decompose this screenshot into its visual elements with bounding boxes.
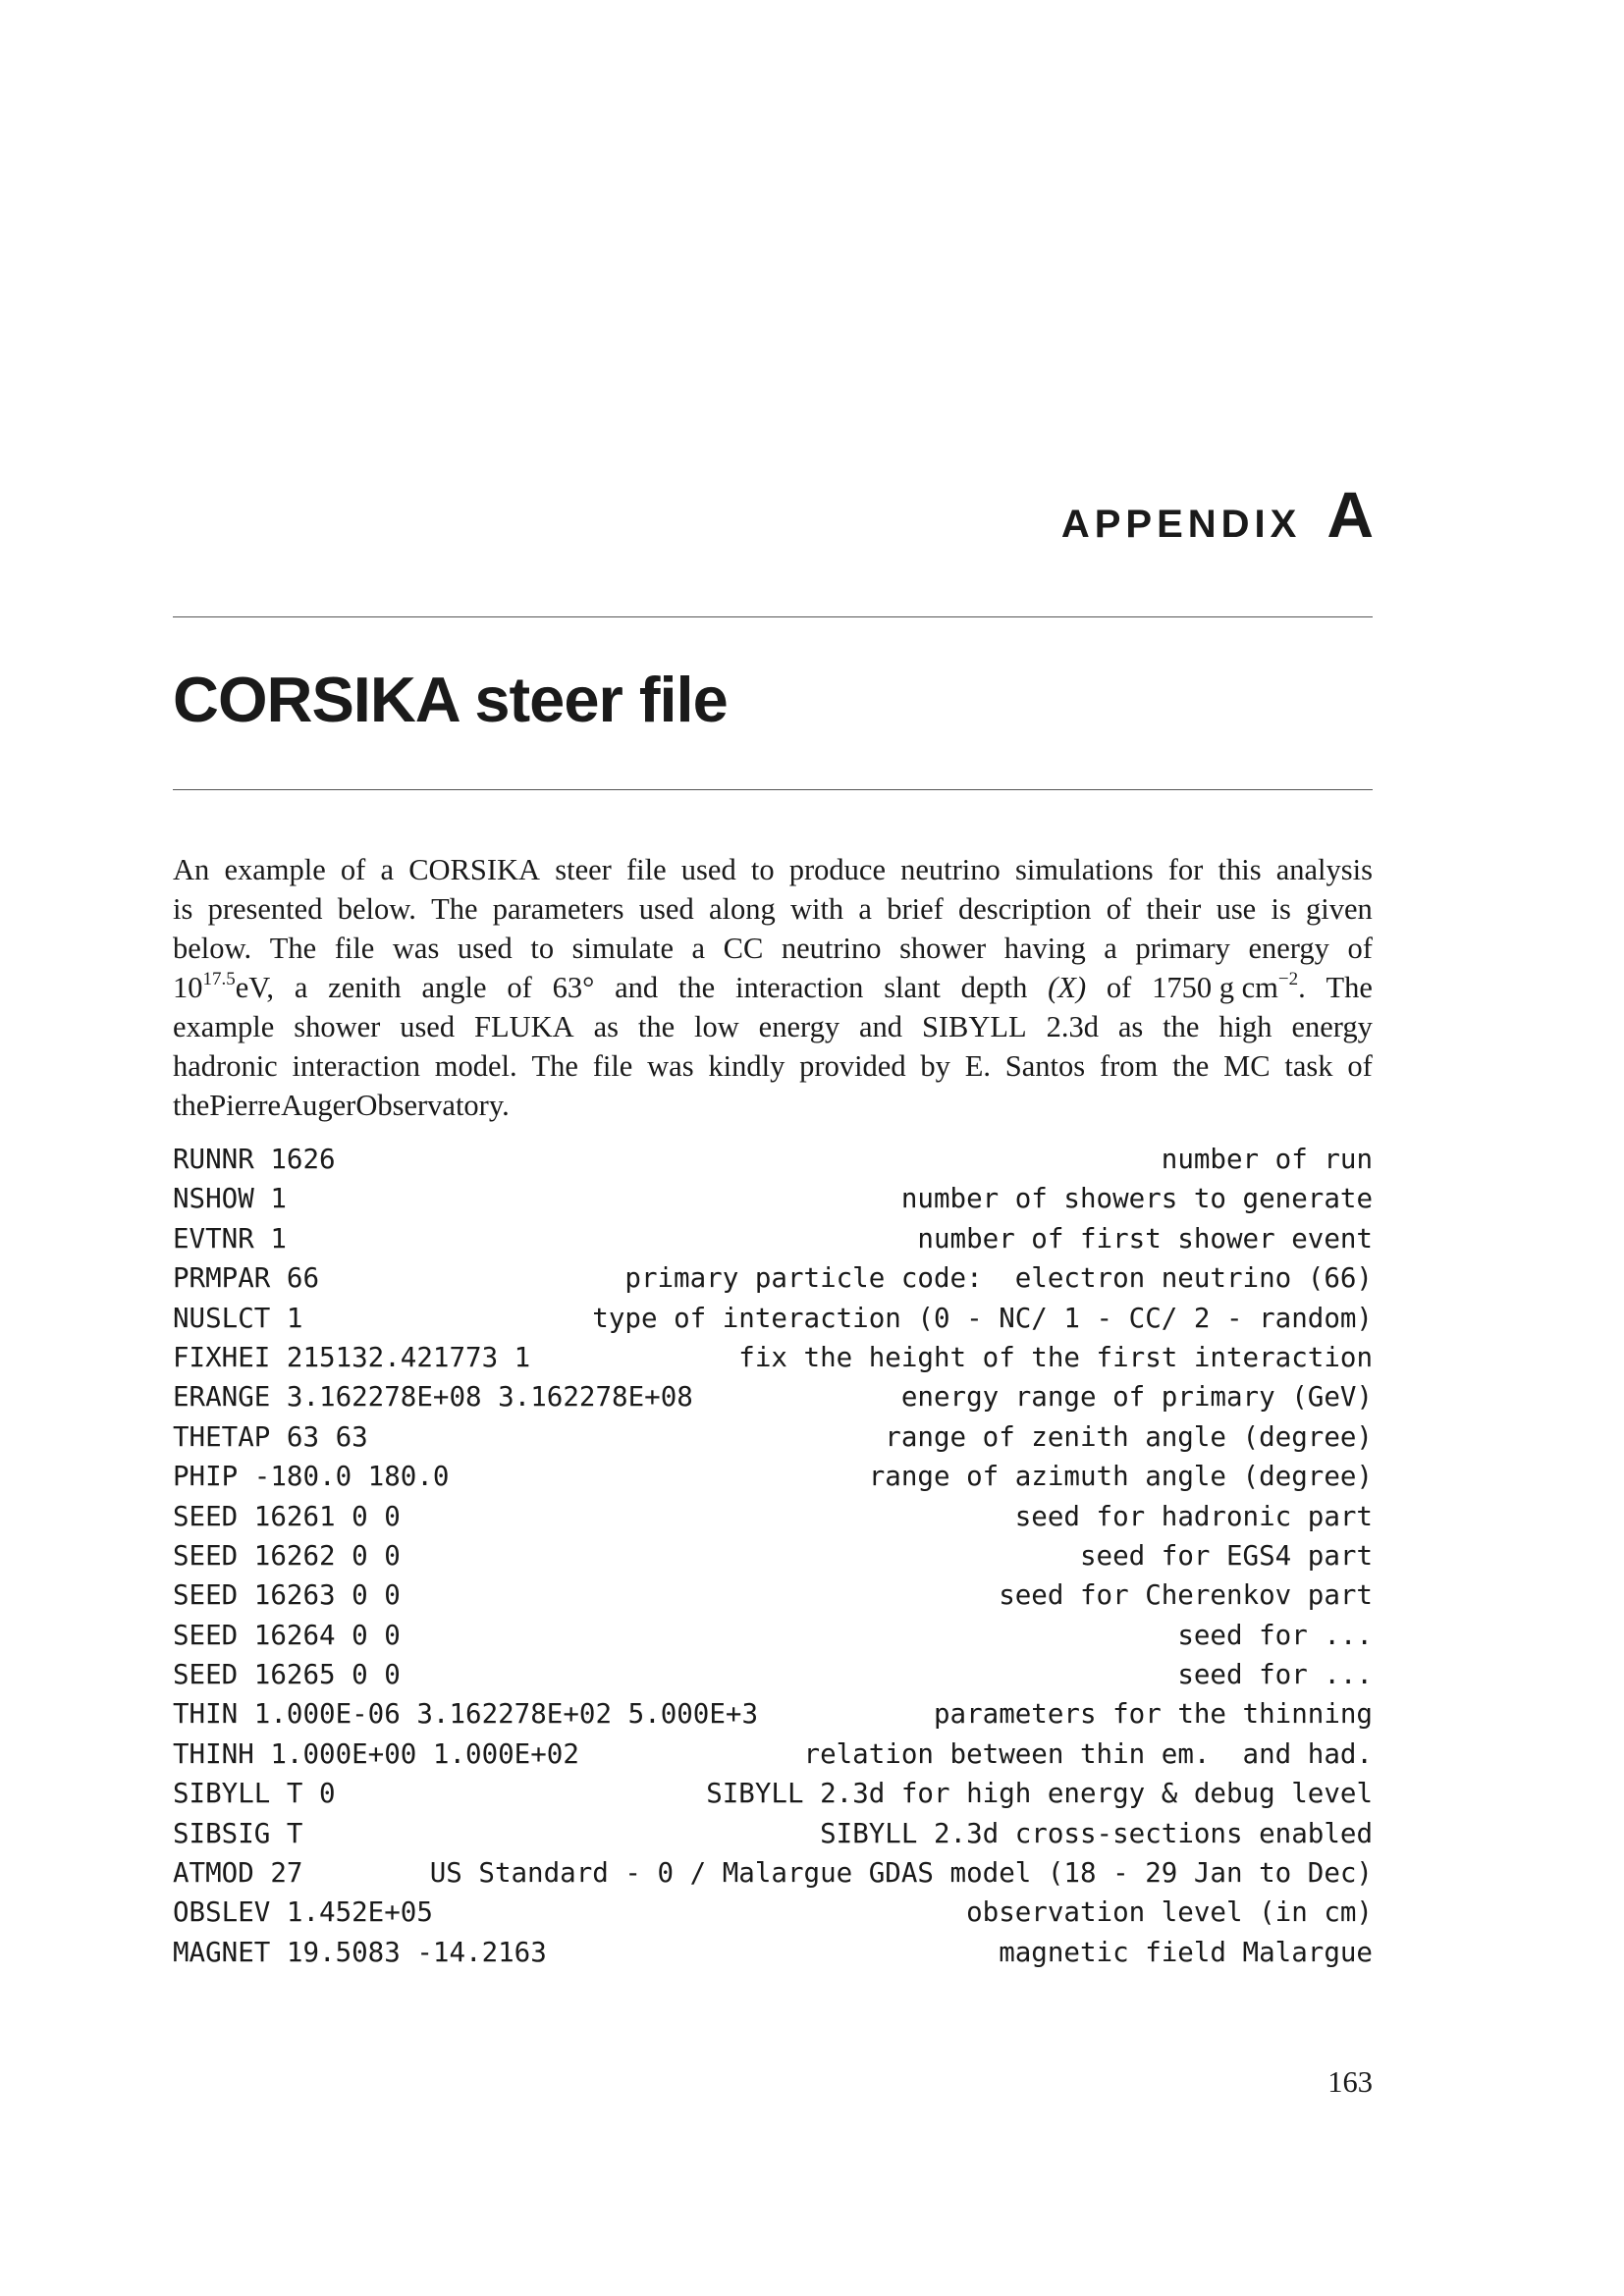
steer-row (173, 1497, 1373, 1536)
steer-parameter: MAGNET 19.5083 -14.2163 (173, 1936, 547, 1968)
steer-row (173, 1853, 1373, 1893)
steer-row (173, 1338, 1373, 1377)
steer-parameter: SEED 16265 0 0 (173, 1659, 401, 1691)
steer-row (173, 1575, 1373, 1615)
steer-parameter: THINH 1.000E+00 1.000E+02 (173, 1737, 579, 1770)
steer-description: range of azimuth angle (degree) (868, 1461, 1373, 1493)
steer-file-listing (173, 1140, 1373, 1972)
steer-parameter: FIXHEI 215132.421773 1 (173, 1341, 531, 1373)
steer-description: seed for ... (1177, 1619, 1373, 1651)
steer-description: range of zenith angle (degree) (885, 1420, 1373, 1453)
steer-parameter: SEED 16264 0 0 (173, 1619, 401, 1651)
word: and (615, 971, 659, 1004)
word: of (1106, 971, 1132, 1004)
steer-description: primary particle code: electron neutrino (66) (624, 1262, 1373, 1295)
steer-description: fix the height of the first interaction (738, 1341, 1373, 1373)
steer-row (173, 1655, 1373, 1694)
steer-parameter: SEED 16262 0 0 (173, 1539, 401, 1572)
steer-description: relation between thin em. and had. (803, 1737, 1373, 1770)
steer-parameter: NSHOW 1 (173, 1183, 287, 1215)
word: interaction (734, 971, 864, 1004)
steer-description: parameters for the thinning (933, 1698, 1373, 1731)
steer-row (173, 1933, 1373, 1972)
steer-parameter: OBSLEV 1.452E+05 (173, 1896, 433, 1929)
appendix-letter: A (1326, 478, 1374, 551)
zenith-angle-value: 63° (552, 971, 595, 1004)
steer-description: US Standard - 0 / Malargue GDAS model (18 - 29 Jan to Dec) (429, 1857, 1373, 1890)
word: The (1326, 971, 1373, 1004)
steer-parameter: ATMOD 27 (173, 1857, 303, 1890)
appendix-heading (1061, 477, 1374, 552)
steer-row (173, 1179, 1373, 1218)
steer-description: energy range of primary (GeV) (900, 1381, 1373, 1414)
steer-description: seed for hadronic part (1014, 1500, 1373, 1532)
steer-row (173, 1219, 1373, 1258)
steer-row (173, 1814, 1373, 1853)
steer-description: number of showers to generate (900, 1183, 1373, 1215)
steer-row (173, 1536, 1373, 1575)
title-rule-top (173, 616, 1373, 617)
steer-parameter: PHIP -180.0 180.0 (173, 1461, 450, 1493)
steer-row (173, 1140, 1373, 1179)
steer-description: SIBYLL 2.3d for high energy & debug level (706, 1778, 1373, 1810)
steer-parameter: SEED 16261 0 0 (173, 1500, 401, 1532)
steer-parameter: SIBYLL T 0 (173, 1778, 336, 1810)
steer-description: seed for Cherenkov part (999, 1579, 1373, 1612)
steer-description: magnetic field Malargue (999, 1936, 1373, 1968)
slant-depth-value: 1750 g $cm^{-2}$. (1152, 969, 1306, 1004)
steer-row (173, 1694, 1373, 1734)
steer-parameter: RUNNR 1626 (173, 1144, 336, 1175)
intro-line: example shower used FLUKA as the low energy and SIBYLL 2.3d as the high energy (173, 1010, 1373, 1043)
steer-description: seed for ... (1177, 1659, 1373, 1691)
steer-row (173, 1258, 1373, 1298)
word: a (294, 971, 308, 1004)
intro-paragraph (173, 850, 1373, 1125)
appendix-label: APPENDIX (1060, 503, 1302, 546)
steer-parameter: NUSLCT 1 (173, 1302, 303, 1334)
steer-row (173, 1417, 1373, 1457)
steer-description: type of interaction (0 - NC/ 1 - CC/ 2 - random) (592, 1302, 1373, 1334)
steer-description: number of first shower event (917, 1222, 1373, 1255)
depth-symbol: (X) (1048, 971, 1087, 1004)
steer-row (173, 1735, 1373, 1774)
word: slant (884, 971, 941, 1004)
intro-line-energy (173, 968, 1373, 1007)
steer-row (173, 1616, 1373, 1655)
word: zenith (328, 971, 402, 1004)
word: depth (960, 971, 1028, 1004)
steer-row (173, 1299, 1373, 1338)
intro-line: below. The file was used to simulate a CC neutrino shower having a primary energy of (173, 932, 1373, 965)
steer-row (173, 1774, 1373, 1813)
intro-line: is presented below. The parameters used along with a brief description of their use is given (173, 892, 1373, 926)
steer-parameter: PRMPAR 66 (173, 1262, 320, 1295)
page-number: 163 (1327, 2065, 1373, 2099)
word: angle (421, 971, 487, 1004)
steer-description: seed for EGS4 part (1079, 1539, 1373, 1572)
intro-line: An example of a CORSIKA steer file used to produce neutrino simulations for this analysis (173, 853, 1373, 886)
steer-parameter: THETAP 63 63 (173, 1420, 368, 1453)
title-rule-bottom (173, 789, 1373, 790)
steer-description: number of run (1161, 1144, 1373, 1175)
word: of (507, 971, 532, 1004)
intro-line: hadronic interaction model. The file was kindly provided by E. Santos from the MC task of (173, 1049, 1373, 1083)
steer-description: SIBYLL 2.3d cross-sections enabled (820, 1817, 1373, 1849)
steer-description: observation level (in cm) (966, 1896, 1373, 1929)
steer-parameter: THIN 1.000E-06 3.162278E+02 5.000E+3 (173, 1698, 759, 1731)
steer-parameter: SIBSIG T (173, 1817, 303, 1849)
intro-line: the Pierre Auger Observatory. (173, 1089, 510, 1122)
steer-parameter: ERANGE 3.162278E+08 3.162278E+08 (173, 1381, 693, 1414)
steer-row (173, 1457, 1373, 1496)
chapter-title: CORSIKA steer file (173, 664, 728, 735)
steer-row (173, 1893, 1373, 1932)
steer-row (173, 1377, 1373, 1416)
word: the (677, 971, 716, 1004)
primary-energy: $10^{17.5}eV$, (173, 969, 275, 1004)
steer-parameter: SEED 16263 0 0 (173, 1579, 401, 1612)
steer-parameter: EVTNR 1 (173, 1222, 287, 1255)
